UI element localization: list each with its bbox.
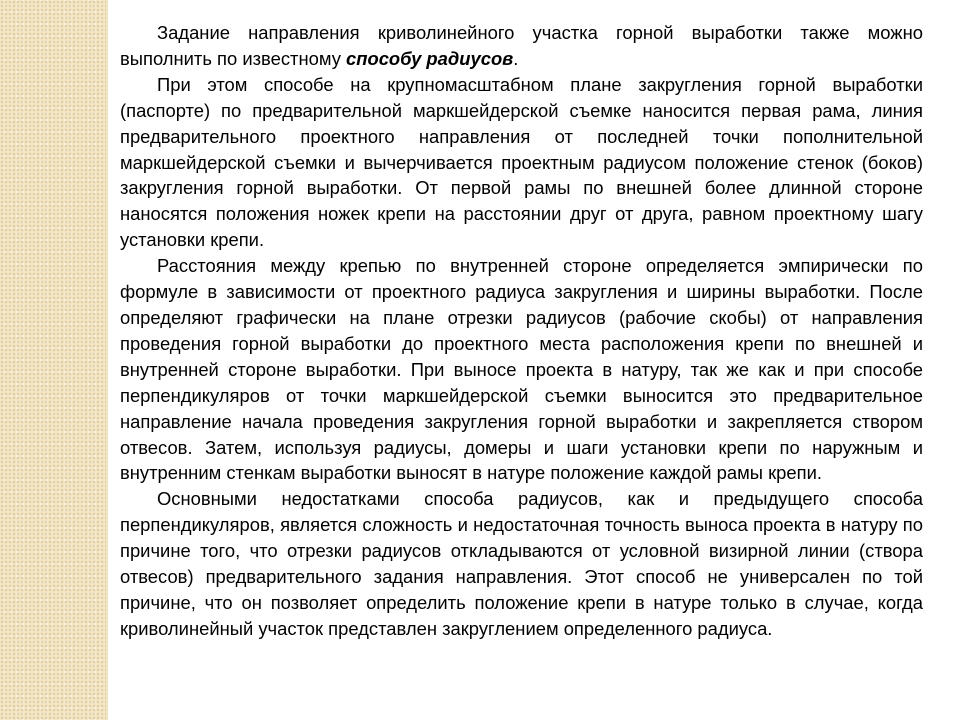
paragraph-1-text: Задание направления криволинейного участка горной выработки также можно выполнить по известному <box>120 22 923 69</box>
paragraph-2-plan-procedure: При этом способе на крупномасштабном плане закругления горной выработки (паспорте) по предварительной маркшейдерской съемке наносится первая рама, линия предварительного проектного направления от последней точки пополнительной маркшейдерской съемки и вычерчивается проектным радиусом положение стенок (боков) закругления горной выработки. От первой рамы по внешней более длинной стороне наносятся положения ножек крепи на расстоянии друг от друга, равном проектному шагу установки крепи. <box>120 73 923 251</box>
method-name-emphasis: способу радиусов <box>346 47 514 69</box>
paragraph-3-field-layout: Расстояния между крепью по внутренней стороне определяется эмпирически по формуле в зависимости от проектного радиуса закругления и ширины выработки. После определяют графически на плане отрезки радиусов (рабочие скобы) от направления проведения горной выработки до проектного места расположения крепи по внешней и внутренней стороне выработки. При выносе проекта в натуру, так же как и при способе перпендикуляров от точки маркшейдерской съемки выносится это предварительное направление начала проведения закругления горной выработки и закрепляется створом отвесов. Затем, используя радиусы, домеры и шаги установки крепи по наружным и внутренним стенкам выработки выносят в натуре положение каждой рамы крепи. <box>120 255 923 484</box>
paragraph-1-ending: . <box>513 47 519 69</box>
decorative-side-band <box>0 0 108 720</box>
paragraph-1-radius-method-intro <box>120 20 923 72</box>
slide-text-body <box>120 20 923 642</box>
paragraph-4-drawbacks: Основными недостатками способа радиусов, как и предыдущего способа перпендикуляров, является сложность и недостаточная точность выноса проекта в натуру по причине того, что отрезки радиусов откладываются от условной визирной линии (створа отвесов) предварительного задания направления. Этот способ не универсален по той причине, что он позволяет определить положение крепи в натуре только в случае, когда криволинейный участок представлен закруглением определенного радиуса. <box>120 488 923 639</box>
